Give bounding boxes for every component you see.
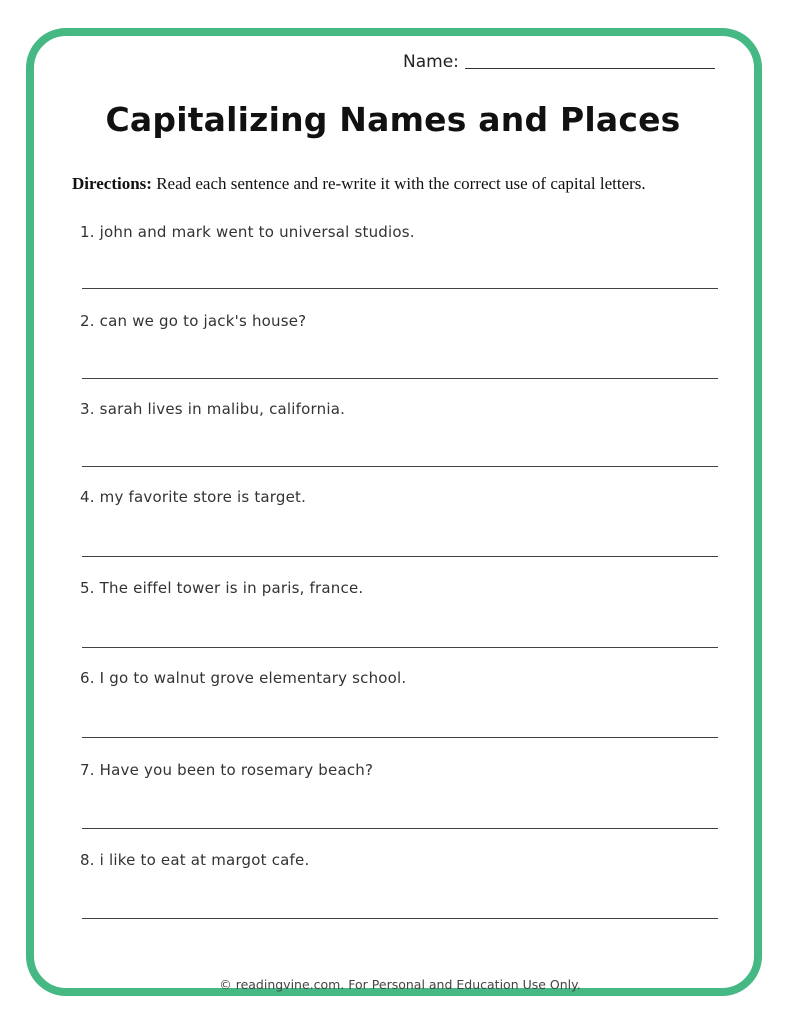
answer-line-3[interactable] [82,466,718,467]
answer-line-7[interactable] [82,828,718,829]
copyright-footer: © readingvine.com. For Personal and Education Use Only. [219,977,581,992]
question-8: 8. i like to eat at margot cafe. [80,851,310,869]
answer-line-8[interactable] [82,918,718,919]
name-field-row [403,52,715,72]
question-4: 4. my favorite store is target. [80,488,307,506]
answer-line-6[interactable] [82,737,718,738]
answer-line-1[interactable] [82,288,718,289]
question-3: 3. sarah lives in malibu, california. [80,400,346,418]
answer-line-4[interactable] [82,556,718,557]
name-label: Name: [403,52,459,72]
directions-text: Read each sentence and re-write it with the correct use of capital letters. [156,174,646,193]
answer-line-5[interactable] [82,647,718,648]
worksheet-title: Capitalizing Names and Places [105,100,681,139]
question-6: 6. I go to walnut grove elementary school. [80,669,407,687]
question-7: 7. Have you been to rosemary beach? [80,761,374,779]
name-answer-line[interactable] [465,68,715,69]
question-2: 2. can we go to jack's house? [80,312,307,330]
answer-line-2[interactable] [82,378,718,379]
directions [72,174,732,194]
question-5: 5. The eiffel tower is in paris, france. [80,579,364,597]
directions-label: Directions: [72,174,152,193]
question-1: 1. john and mark went to universal studios. [80,223,415,241]
